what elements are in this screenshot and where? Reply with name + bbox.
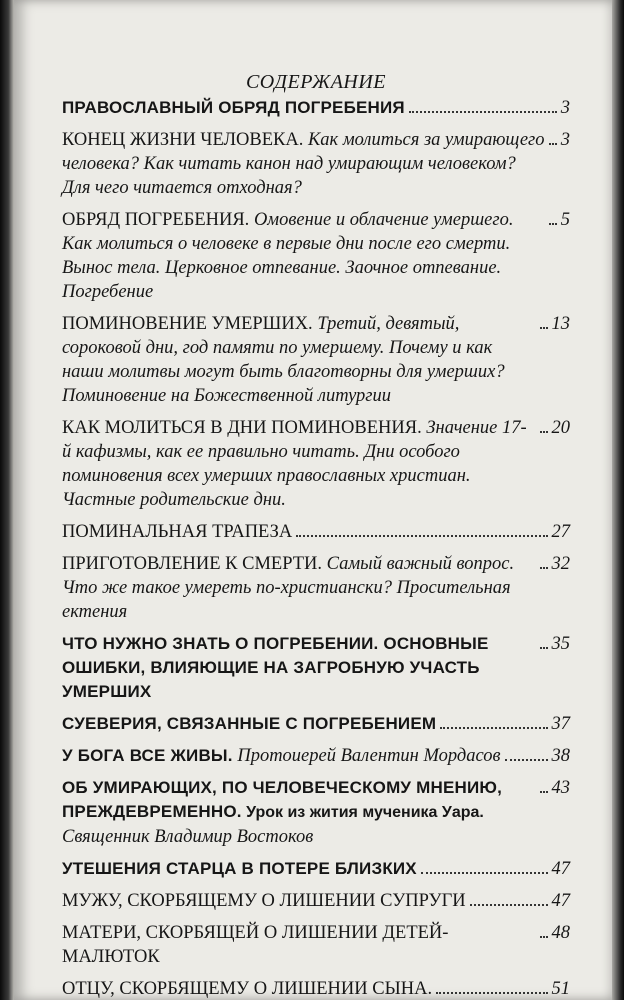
toc-entry-heading: ПРАВОСЛАВНЫЙ ОБРЯД ПОГРЕБЕНИЯ (62, 98, 405, 117)
toc-entry-description: Омовение и облачение умершего. Как молиться о человеке в первые дни после его смерти. Вынос тела. Церковное отпевание. Заочное отпевание. Погребение (62, 210, 514, 302)
toc-entry-heading: МУЖУ, СКОРБЯЩЕМУ О ЛИШЕНИИ СУПРУГИ (62, 891, 466, 911)
page-edge-shadow (612, 0, 624, 1000)
toc-entry-text (62, 312, 536, 408)
dot-leader (540, 431, 548, 433)
toc-entry-text (62, 520, 292, 544)
toc-entry-text (62, 712, 436, 736)
toc-entry-heading: У БОГА ВСЕ ЖИВЫ. (62, 746, 233, 765)
dot-leader (505, 759, 548, 761)
toc-entry (62, 96, 570, 120)
toc-entry-heading: ОТЦУ, СКОРБЯЩЕМУ О ЛИШЕНИИ СЫНА. (62, 979, 433, 999)
toc-entry-line (62, 520, 570, 544)
toc-entry-line (62, 977, 570, 1000)
toc-entry-line (62, 632, 570, 704)
toc-entry (62, 977, 570, 1000)
toc-page-number: 3 (560, 98, 570, 118)
toc-entry (62, 776, 570, 849)
toc-page-number: 48 (551, 923, 570, 943)
toc-entry (62, 128, 570, 200)
toc-entry-line (62, 208, 570, 304)
dot-leader (540, 791, 548, 793)
toc-entry-heading: ОБРЯД ПОГРЕБЕНИЯ. (62, 210, 250, 230)
toc-entry-text (62, 552, 536, 624)
dot-leader (540, 647, 548, 649)
toc-entry (62, 744, 570, 768)
toc-entry-text (62, 632, 536, 704)
toc-page-number: 37 (551, 714, 570, 734)
toc-entry-text (62, 857, 417, 881)
toc-entry (62, 857, 570, 881)
toc-entry-text (62, 889, 466, 913)
toc-entry-note: Урок из жития мученика Уара. (241, 804, 484, 821)
toc-entry (62, 312, 570, 408)
dot-leader (549, 143, 557, 145)
toc-page-number: 35 (551, 634, 570, 654)
toc-entry-description: Третий, девятый, сороковой дни, год памяти по умершему. Почему и как наши молитвы могут быть благотворны для умерших? Поминовение на Божественной литургии (62, 314, 505, 406)
toc-entry-text (62, 921, 536, 969)
toc-entry-line (62, 921, 570, 969)
toc-entry-description: Значение 17-й кафизмы, как ее правильно читать. Дни особого поминовения всех умерших православных христиан. Частные родительские дни. (62, 418, 527, 510)
toc-entry (62, 632, 570, 704)
toc-entry-text (62, 96, 405, 120)
toc-entry-text (62, 776, 536, 849)
toc-entry-description: Священник Владимир Востоков (62, 827, 314, 847)
toc-entry-line (62, 889, 570, 913)
dot-leader (540, 936, 548, 938)
toc-entry-description: Самый важный вопрос. Что же такое умереть по-христиански? Просительная ектения (62, 554, 515, 622)
toc-entry-line (62, 712, 570, 736)
toc-entry (62, 712, 570, 736)
toc-entry (62, 889, 570, 913)
toc-title: СОДЕРЖАНИЕ (245, 71, 387, 93)
toc-entry-line (62, 312, 570, 408)
toc-page-number: 38 (551, 746, 570, 766)
toc-entry-line (62, 744, 570, 768)
dot-leader (540, 567, 548, 569)
toc-page-number: 3 (560, 130, 570, 150)
toc-entry-text (62, 208, 545, 304)
toc-entry-text (62, 416, 536, 512)
toc-entry-line (62, 552, 570, 624)
toc-entry (62, 921, 570, 969)
toc-page-number: 47 (551, 891, 570, 911)
toc-entry-heading: ЧТО НУЖНО ЗНАТЬ О ПОГРЕБЕНИИ. ОСНОВНЫЕ ОШИБКИ, ВЛИЯЮЩИЕ НА ЗАГРОБНУЮ УЧАСТЬ УМЕРШИХ (62, 634, 489, 701)
toc-entry-heading: ПОМИНОВЕНИЕ УМЕРШИХ. (62, 314, 313, 334)
toc-entry-heading: СУЕВЕРИЯ, СВЯЗАННЫЕ С ПОГРЕБЕНИЕМ (62, 714, 437, 733)
toc-page-number: 13 (551, 314, 570, 334)
toc-entry-heading: ПОМИНАЛЬНАЯ ТРАПЕЗА (62, 522, 293, 542)
toc-entry-text (62, 128, 545, 200)
toc-entry-line (62, 96, 570, 120)
dot-leader (470, 904, 548, 906)
toc-entry-heading: ПРИГОТОВЛЕНИЕ К СМЕРТИ. (62, 554, 323, 574)
table-of-contents (62, 70, 570, 1000)
toc-entry-heading: УТЕШЕНИЯ СТАРЦА В ПОТЕРЕ БЛИЗКИХ (62, 859, 417, 878)
book-binding-shadow (0, 0, 14, 1000)
toc-entries (62, 96, 570, 1000)
toc-entry-heading: КОНЕЦ ЖИЗНИ ЧЕЛОВЕКА. (62, 130, 304, 150)
toc-entry-line (62, 776, 570, 849)
toc-entry-heading: МАТЕРИ, СКОРБЯЩЕЙ О ЛИШЕНИИ ДЕТЕЙ-МАЛЮТОК (62, 923, 449, 967)
toc-page-number: 27 (551, 522, 570, 542)
dot-leader (549, 223, 557, 225)
toc-entry-text (62, 977, 432, 1000)
toc-page-number: 20 (551, 418, 570, 438)
dot-leader (296, 535, 547, 537)
toc-entry-line (62, 416, 570, 512)
toc-entry (62, 520, 570, 544)
toc-entry-description: Протоиерей Валентин Мордасов (232, 746, 501, 766)
dot-leader (409, 111, 557, 113)
toc-entry (62, 416, 570, 512)
toc-page-number: 43 (551, 778, 570, 798)
toc-entry-heading: КАК МОЛИТЬСЯ В ДНИ ПОМИНОВЕНИЯ. (62, 418, 422, 438)
dot-leader (440, 727, 547, 729)
toc-page-number: 51 (551, 979, 570, 999)
toc-entry-line (62, 128, 570, 200)
dot-leader (436, 992, 547, 994)
dot-leader (540, 327, 548, 329)
toc-entry-text (62, 744, 501, 768)
toc-page-number: 5 (560, 210, 570, 230)
toc-entry-heading: ОБ УМИРАЮЩИХ, ПО ЧЕЛОВЕЧЕСКОМУ МНЕНИЮ, ПРЕЖДЕВРЕМЕННО. (62, 778, 503, 821)
toc-entry (62, 552, 570, 624)
toc-entry (62, 208, 570, 304)
toc-entry-description: Как молиться за умирающего человека? Как читать канон над умирающим человеком? Для чего читается отходная? (62, 130, 545, 198)
dot-leader (421, 872, 548, 874)
book-page (14, 0, 612, 1000)
toc-page-number: 47 (551, 859, 570, 879)
toc-entry-line (62, 857, 570, 881)
toc-page-number: 32 (551, 554, 570, 574)
